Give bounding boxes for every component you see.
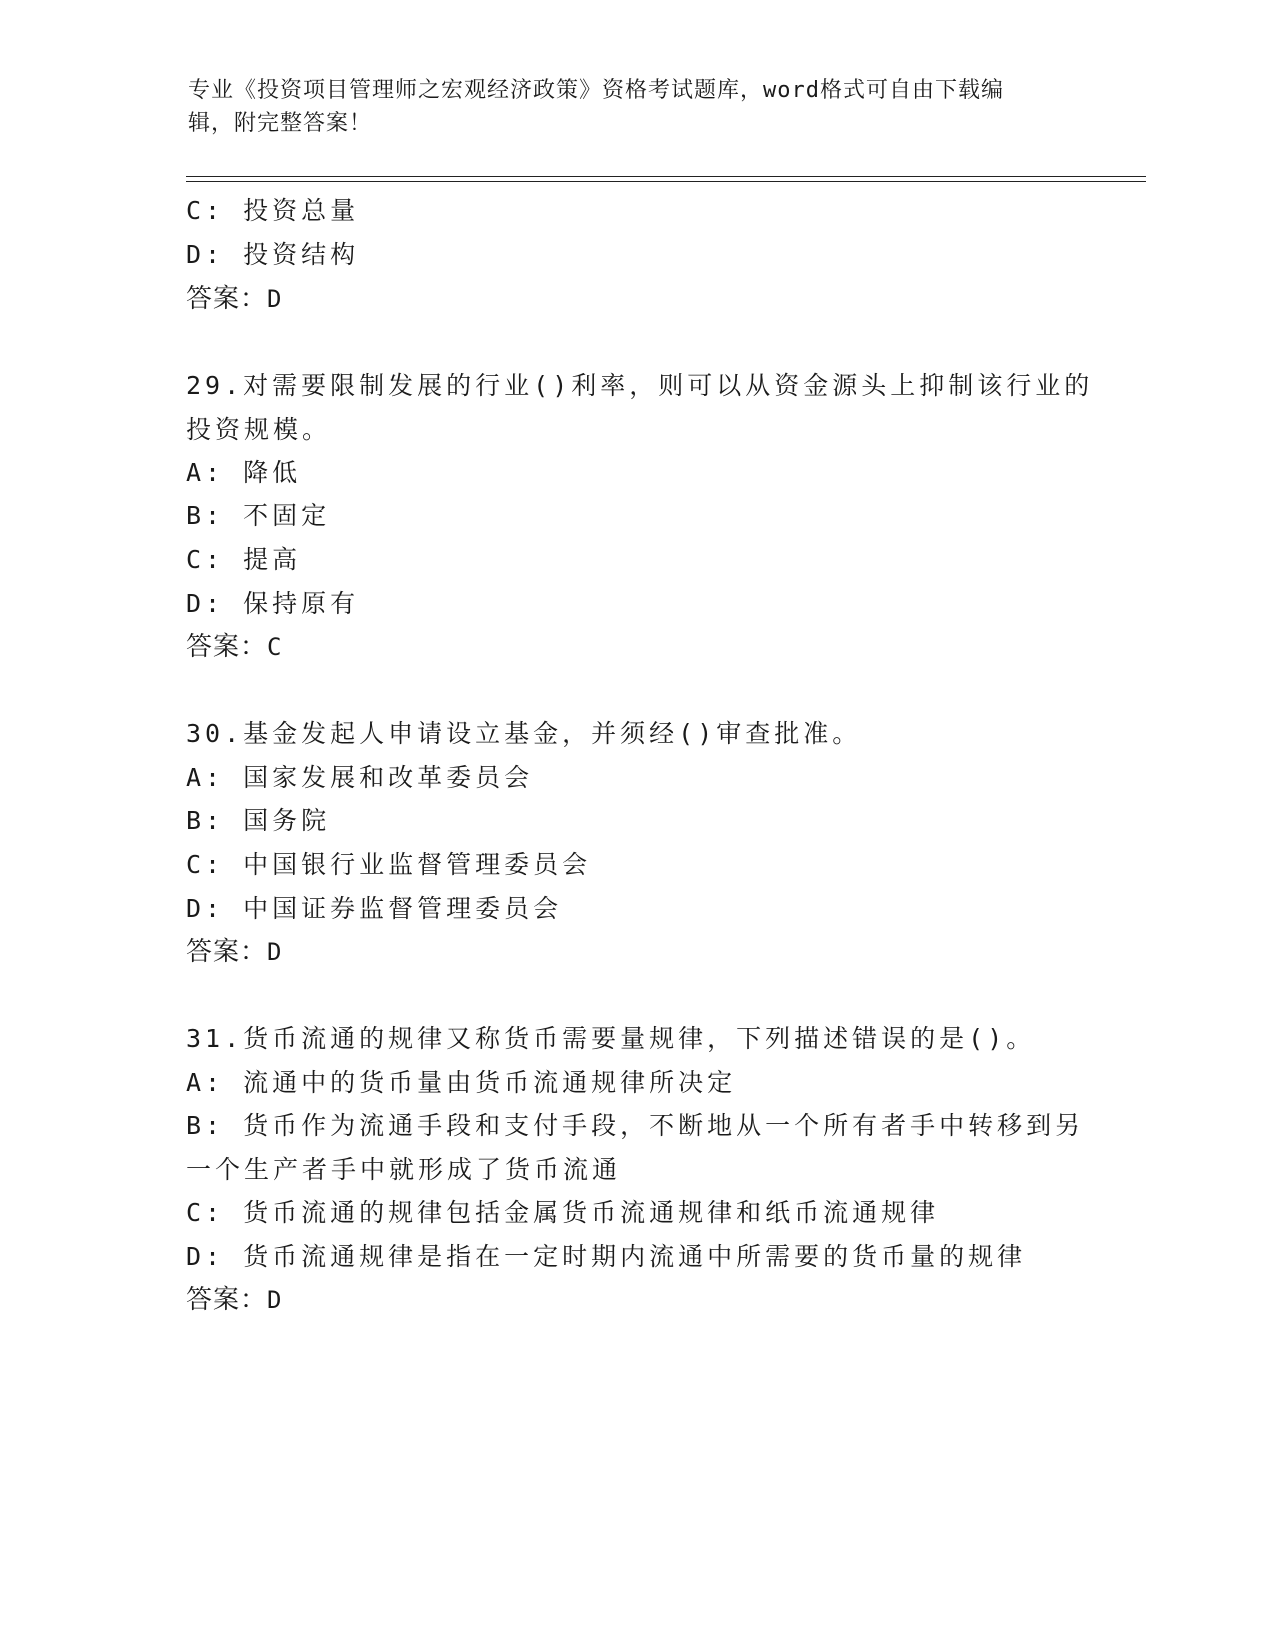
option-d: D: 保持原有 [186, 589, 360, 618]
option-c: C: 中国银行业监督管理委员会 [186, 850, 592, 879]
answer-line [186, 283, 282, 315]
answer-value: D [267, 938, 283, 966]
option-c: C: 提高 [186, 545, 302, 574]
header-line-1: 专业《投资项目管理师之宏观经济政策》资格考试题库，word格式可自由下载编 [188, 78, 1004, 103]
option-d: D: 货币流通规律是指在一定时期内流通中所需要的货币量的规律 [186, 1242, 1027, 1271]
answer-line [186, 631, 282, 663]
page-header [188, 74, 1088, 140]
option-b: B: 货币作为流通手段和支付手段，不断地从一个所有者手中转移到另 [186, 1111, 1085, 1140]
answer-line [186, 936, 282, 968]
option-b-continued: 一个生产者手中就形成了货币流通 [186, 1155, 622, 1184]
option-d: D: 投资结构 [186, 240, 360, 269]
answer-line [186, 1284, 282, 1316]
answer-label: 答案： [186, 632, 268, 662]
option-d: D: 中国证券监督管理委员会 [186, 894, 563, 923]
question-stem: 29.对需要限制发展的行业()利率，则可以从资金源头上抑制该行业的 [186, 371, 1094, 400]
header-divider-top [186, 176, 1146, 177]
question-stem: 31.货币流通的规律又称货币需要量规律，下列描述错误的是()。 [186, 1024, 1036, 1053]
question-stem-continued: 投资规模。 [186, 415, 332, 444]
answer-value: C [267, 633, 283, 661]
option-c: C: 货币流通的规律包括金属货币流通规律和纸币流通规律 [186, 1198, 940, 1227]
header-line-2: 辑，附完整答案！ [188, 111, 373, 136]
header-divider-bottom [186, 181, 1146, 182]
answer-value: D [267, 1286, 283, 1314]
answer-label: 答案： [186, 937, 268, 967]
answer-label: 答案： [186, 1285, 268, 1315]
option-b: B: 不固定 [186, 501, 331, 530]
option-a: A: 降低 [186, 458, 302, 487]
question-stem: 30.基金发起人申请设立基金，并须经()审查批准。 [186, 719, 862, 748]
option-a: A: 流通中的货币量由货币流通规律所决定 [186, 1068, 737, 1097]
option-c: C: 投资总量 [186, 196, 360, 225]
answer-label: 答案： [186, 284, 268, 314]
answer-value: D [267, 285, 283, 313]
option-a: A: 国家发展和改革委员会 [186, 763, 534, 792]
option-b: B: 国务院 [186, 806, 331, 835]
